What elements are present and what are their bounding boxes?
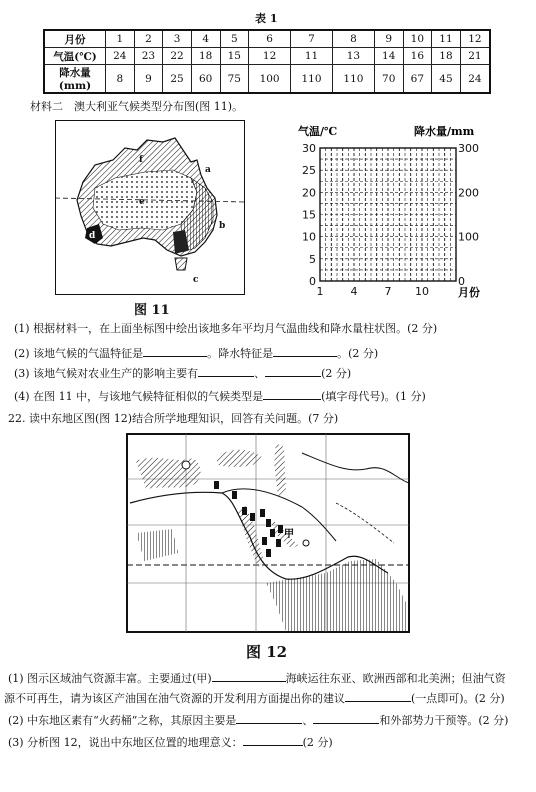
- middle-east-map: [126, 433, 410, 633]
- precip-cell: 70: [374, 65, 403, 94]
- answer-blank[interactable]: [243, 735, 303, 746]
- answer-blank[interactable]: [143, 346, 207, 357]
- oil-well-icon: [270, 529, 275, 537]
- month-cell: 11: [432, 30, 461, 48]
- map-label-a: a: [205, 165, 211, 175]
- right-tick-label: 200: [458, 186, 479, 200]
- precip-cell: 110: [291, 65, 333, 94]
- oil-well-icon: [242, 507, 247, 515]
- oil-well-icon: [278, 525, 283, 533]
- climate-table: [43, 29, 491, 94]
- temp-cell: 16: [403, 48, 432, 65]
- x-tick-label: 4: [350, 285, 358, 298]
- right-tick-label: 0: [458, 275, 465, 288]
- precip-cell: 100: [249, 65, 291, 94]
- oil-well-icon: [232, 491, 237, 499]
- temp-cell: 18: [432, 48, 461, 65]
- month-cell: 1: [106, 30, 135, 48]
- temp-cell: 24: [106, 48, 135, 65]
- month-cell: 2: [134, 30, 163, 48]
- answer-blank[interactable]: [273, 346, 337, 357]
- x-tick-label: 10: [415, 285, 429, 298]
- right-tick-label: 300: [458, 142, 479, 155]
- month-cell: 12: [460, 30, 490, 48]
- question-22-1-line1: (1) 图示区域油气资源丰富。主要通过(甲) 海峡运往东亚、欧洲西部和北美洲；但油气资: [8, 672, 506, 685]
- question-21-1: (1) 根据材料一，在上面坐标图中绘出该地多年平均月气温曲线和降水量柱状图。(2 分): [14, 322, 438, 335]
- left-tick-label: 5: [309, 252, 316, 266]
- left-tick-label: 0: [309, 275, 316, 288]
- precip-cell: 24: [460, 65, 490, 94]
- map-label-jia: 甲: [284, 529, 294, 540]
- month-cell: 8: [332, 30, 374, 48]
- left-tick-label: 25: [302, 164, 316, 178]
- temp-cell: 18: [191, 48, 220, 65]
- row-label-precip: 降水量(mm): [44, 65, 106, 94]
- oil-well-icon: [214, 481, 219, 489]
- answer-blank[interactable]: [236, 713, 302, 724]
- answer-blank[interactable]: [212, 671, 286, 682]
- precip-cell: 60: [191, 65, 220, 94]
- temp-cell: 11: [291, 48, 333, 65]
- question-22-title: 22. 读中东地区图(图 12)结合所学地理知识，回答有关问题。(7 分): [8, 412, 339, 425]
- question-21-2: (2) 该地气候的气温特征是 。降水特征是 。(2 分): [14, 347, 379, 360]
- table-row-temp: [44, 48, 490, 65]
- answer-blank[interactable]: [263, 389, 321, 400]
- question-22-2: (2) 中东地区素有“火药桶”之称，其原因主要是 、 和外部势力干预等。(2 分): [8, 714, 509, 727]
- precip-cell: 45: [432, 65, 461, 94]
- map-label-c: c: [193, 275, 199, 285]
- row-label-temp: 气温(℃): [44, 48, 106, 65]
- oil-well-icon: [262, 537, 267, 545]
- temp-cell: 23: [134, 48, 163, 65]
- map-label-e: e: [139, 197, 145, 207]
- answer-blank[interactable]: [345, 691, 411, 702]
- oil-well-icon: [266, 549, 271, 557]
- oil-well-icon: [260, 509, 265, 517]
- table-row-precip: [44, 65, 490, 94]
- oil-well-icon: [266, 519, 271, 527]
- month-cell: 7: [291, 30, 333, 48]
- row-label-month: 月份: [44, 30, 106, 48]
- map-label-d: d: [89, 231, 96, 241]
- material-two-text: 材料二 澳大利亚气候类型分布图(图 11)。: [30, 100, 244, 113]
- table-title: 表 1: [255, 12, 278, 25]
- map-label-f: f: [139, 155, 143, 165]
- table-row-month: [44, 30, 490, 48]
- temp-cell: 21: [460, 48, 490, 65]
- right-tick-label: 100: [458, 230, 479, 244]
- left-tick-label: 20: [302, 186, 316, 200]
- right-axis-title: 降水量/mm: [414, 125, 475, 138]
- oil-well-icon: [276, 539, 281, 547]
- left-tick-label: 15: [302, 208, 316, 222]
- precip-cell: 75: [220, 65, 249, 94]
- temp-cell: 12: [249, 48, 291, 65]
- left-tick-label: 10: [302, 230, 316, 244]
- precip-cell: 67: [403, 65, 432, 94]
- precip-cell: 25: [163, 65, 192, 94]
- month-cell: 9: [374, 30, 403, 48]
- left-tick-label: 30: [302, 142, 316, 155]
- month-cell: 6: [249, 30, 291, 48]
- month-cell: 3: [163, 30, 192, 48]
- question-22-1-line2: 源不可再生，请为该区产油国在油气资源的开发利用方面提出你的建议 (一点即可)。(2 分): [4, 692, 505, 705]
- map-label-b: b: [219, 221, 226, 231]
- temp-cell: 22: [163, 48, 192, 65]
- figure-12-caption: 图 12: [246, 643, 288, 661]
- month-cell: 4: [191, 30, 220, 48]
- x-tick-label: 1: [316, 285, 324, 298]
- oil-well-icon: [250, 513, 255, 521]
- precip-cell: 8: [106, 65, 135, 94]
- question-21-3: (3) 该地气候对农业生产的影响主要有 、 (2 分): [14, 367, 352, 380]
- month-cell: 10: [403, 30, 432, 48]
- x-tick-label: 7: [384, 285, 392, 298]
- tasmania: [175, 258, 187, 270]
- temp-cell: 15: [220, 48, 249, 65]
- x-axis-unit: 月份: [458, 286, 480, 299]
- answer-blank[interactable]: [198, 366, 254, 377]
- blank-climate-grid: [296, 124, 496, 302]
- precip-cell: 110: [332, 65, 374, 94]
- temp-cell: 14: [374, 48, 403, 65]
- figure-11-caption: 图 11: [134, 303, 170, 318]
- left-axis-title: 气温/℃: [298, 125, 338, 138]
- answer-blank[interactable]: [313, 713, 379, 724]
- question-22-3: (3) 分析图 12，说出中东地区位置的地理意义： (2 分): [8, 736, 333, 749]
- temp-cell: 13: [332, 48, 374, 65]
- question-21-4: (4) 在图 11 中，与该地气候特征相似的气候类型是 (填字母代号)。(1 分): [14, 390, 426, 403]
- answer-blank[interactable]: [265, 366, 321, 377]
- month-cell: 5: [220, 30, 249, 48]
- precip-cell: 9: [134, 65, 163, 94]
- australia-climate-map: [55, 120, 245, 295]
